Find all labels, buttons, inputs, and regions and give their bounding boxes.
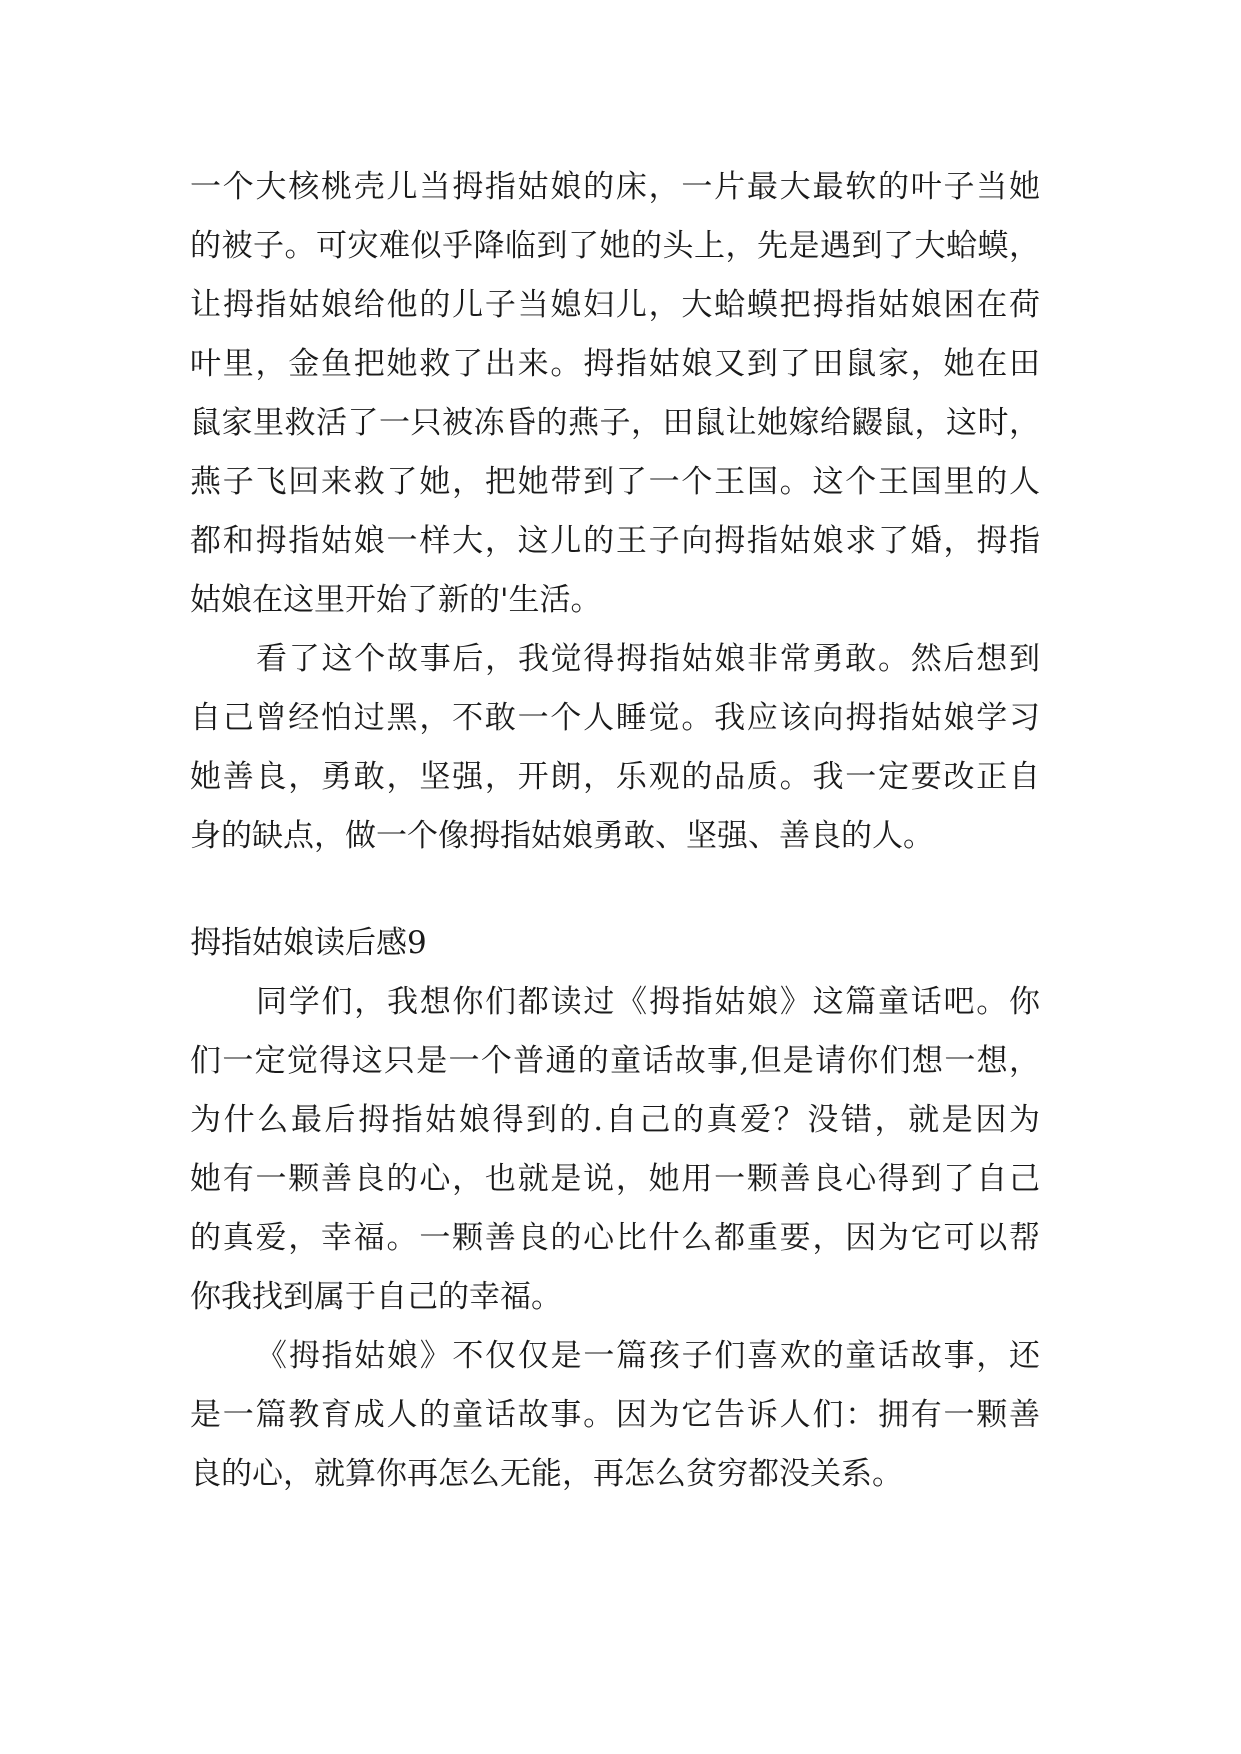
text-line: 同学们，我想你们都读过《拇指姑娘》这篇童话吧。你	[256, 984, 1040, 1020]
text-line: 叶里，金鱼把她救了出来。拇指姑娘又到了田鼠家，她在田	[190, 346, 1040, 382]
text-line: 她善良，勇敢，坚强，开朗，乐观的品质。我一定要改正自	[190, 759, 1040, 795]
text-line: 看了这个故事后，我觉得拇指姑娘非常勇敢。然后想到	[256, 641, 1040, 677]
text-line: 她有一颗善良的心，也就是说，她用一颗善良心得到了自己	[190, 1161, 1040, 1197]
text-line: 的真爱，幸福。一颗善良的心比什么都重要，因为它可以帮	[190, 1220, 1040, 1256]
text-line: 一个大核桃壳儿当拇指姑娘的床，一片最大最软的叶子当她	[190, 169, 1040, 205]
text-line: 鼠家里救活了一只被冻昏的燕子，田鼠让她嫁给鼹鼠，这时，	[190, 405, 1040, 441]
text-line: 都和拇指姑娘一样大，这儿的王子向拇指姑娘求了婚，拇指	[190, 523, 1040, 559]
text-line: 的被子。可灾难似乎降临到了她的头上，先是遇到了大蛤蟆，	[190, 228, 1040, 264]
text-line: 姑娘在这里开始了新的'生活。	[190, 582, 602, 618]
text-line: 是一篇教育成人的童话故事。因为它告诉人们：拥有一颗善	[190, 1397, 1040, 1433]
text-line: 们一定觉得这只是一个普通的童话故事,但是请你们想一想，	[190, 1043, 1040, 1079]
text-line: 身的缺点，做一个像拇指姑娘勇敢、坚强、善良的人。	[190, 818, 934, 854]
section-title: 拇指姑娘读后感9	[190, 925, 427, 961]
text-line: 《拇指姑娘》不仅仅是一篇孩子们喜欢的童话故事，还	[256, 1338, 1040, 1374]
text-line: 你我找到属于自己的幸福。	[190, 1279, 562, 1315]
text-line: 良的心，就算你再怎么无能，再怎么贫穷都没关系。	[190, 1456, 903, 1492]
text-line: 燕子飞回来救了她，把她带到了一个王国。这个王国里的人	[190, 464, 1040, 500]
text-line: 让拇指姑娘给他的儿子当媳妇儿，大蛤蟆把拇指姑娘困在荷	[190, 287, 1040, 323]
text-line: 自己曾经怕过黑，不敢一个人睡觉。我应该向拇指姑娘学习	[190, 700, 1040, 736]
text-line: 为什么最后拇指姑娘得到的.自己的真爱？没错，就是因为	[190, 1102, 1040, 1138]
